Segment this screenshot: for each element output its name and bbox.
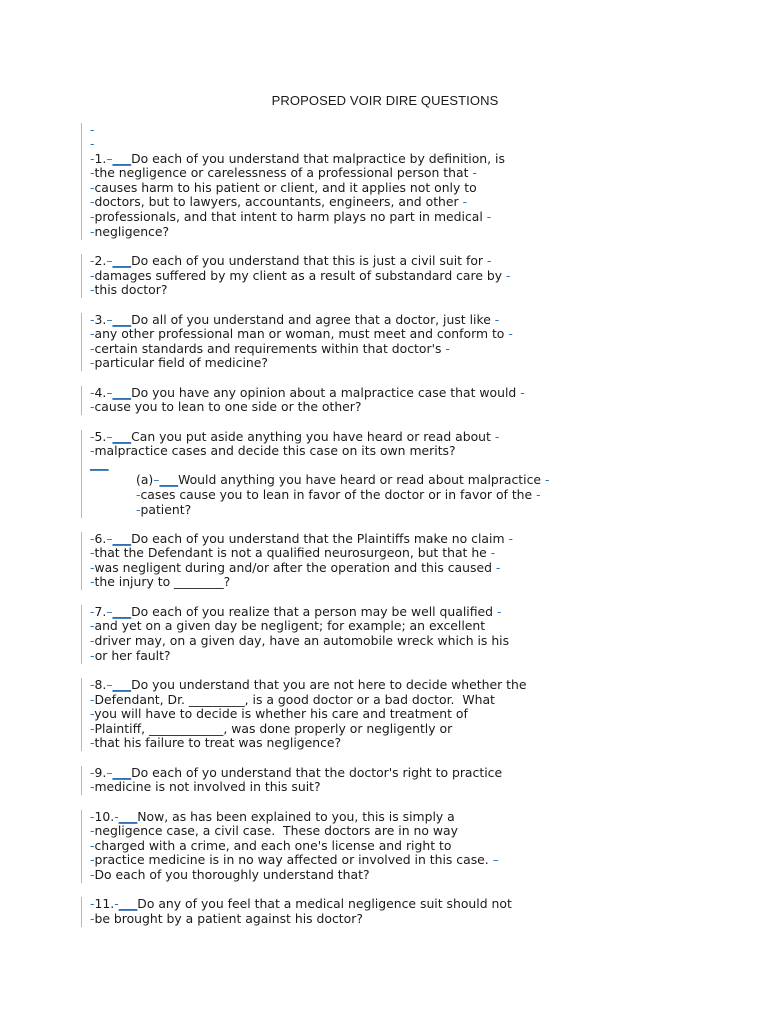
document-line: -negligence?	[90, 224, 170, 239]
document-line: -that the Defendant is not a qualified neurosurgeon, but that he -	[90, 545, 496, 560]
document-line: -10.-___Now, as has been explained to you, this is simply a	[90, 809, 455, 824]
document-line: -the negligence or carelessness of a professional person that -	[90, 165, 477, 180]
change-bar	[81, 430, 82, 518]
document-line: -malpractice cases and decide this case on its own merits?	[90, 443, 456, 458]
document-line: -patient?	[136, 502, 192, 517]
document-line: -11.-___Do any of you feel that a medical negligence suit should not	[90, 896, 512, 911]
document-line: -Defendant, Dr. _________, is a good doctor or a bad doctor. What	[90, 692, 495, 707]
document-line: -certain standards and requirements within that doctor's -	[90, 341, 450, 356]
change-bar	[81, 678, 82, 751]
document-line: -	[90, 136, 95, 151]
document-line: -charged with a crime, and each one's license and right to	[90, 838, 452, 853]
document-line: -	[90, 122, 95, 137]
document-line: -you will have to decide is whether his care and treatment of	[90, 706, 468, 721]
change-bar	[81, 254, 82, 298]
document-line: -or her fault?	[90, 648, 171, 663]
document-line: -medicine is not involved in this suit?	[90, 779, 321, 794]
document-line: -1.–___Do each of you understand that malpractice by definition, is	[90, 151, 505, 166]
document-line: -this doctor?	[90, 282, 168, 297]
document-line: -4.–___Do you have any opinion about a malpractice case that would -	[90, 385, 525, 400]
document-line: -practice medicine is in no way affected or involved in this case. –	[90, 852, 499, 867]
document-line: -negligence case, a civil case. These doctors are in no way	[90, 823, 458, 838]
document-line: -5.–___Can you put aside anything you have heard or read about -	[90, 429, 500, 444]
document-line: -3.–___Do all of you understand and agree that a doctor, just like -	[90, 312, 500, 327]
document-line: -professionals, and that intent to harm plays no part in medical -	[90, 209, 492, 224]
document-line: -2.–___Do each of you understand that this is just a civil suit for -	[90, 253, 492, 268]
document-line: -cause you to lean to one side or the other?	[90, 399, 362, 414]
change-bar	[81, 532, 82, 590]
change-bar	[81, 386, 82, 415]
document-line: -damages suffered by my client as a result of substandard care by -	[90, 268, 511, 283]
document-line: -doctors, but to lawyers, accountants, engineers, and other -	[90, 194, 468, 209]
change-bar	[81, 897, 82, 927]
document-line: (a)–___Would anything you have heard or read about malpractice -	[136, 472, 550, 487]
change-bar	[81, 810, 82, 883]
document-line: -causes harm to his patient or client, and it applies not only to	[90, 180, 477, 195]
document-line: -was negligent during and/or after the operation and this caused -	[90, 560, 501, 575]
change-bar	[81, 123, 82, 240]
document-line: -and yet on a given day be negligent; for example; an excellent	[90, 618, 486, 633]
document-line: -7.–___Do each of you realize that a person may be well qualified -	[90, 604, 502, 619]
document-line: -driver may, on a given day, have an automobile wreck which is his	[90, 633, 510, 648]
document-line: ___	[90, 456, 109, 471]
document-line: -be brought by a patient against his doctor?	[90, 911, 363, 926]
document-line: -Plaintiff, ____________, was done properly or negligently or	[90, 721, 453, 736]
change-bar	[81, 605, 82, 664]
document-line: -8.–___Do you understand that you are not here to decide whether the	[90, 677, 527, 692]
change-bar	[81, 766, 82, 795]
document-line: -cases cause you to lean in favor of the doctor or in favor of the -	[136, 487, 541, 502]
document-line: -the injury to ________?	[90, 574, 231, 589]
page-title: PROPOSED VOIR DIRE QUESTIONS	[271, 93, 499, 108]
document-line: -Do each of you thoroughly understand that?	[90, 867, 370, 882]
document-line: -6.–___Do each of you understand that the Plaintiffs make no claim -	[90, 531, 513, 546]
document-line: -9.–___Do each of yo understand that the doctor's right to practice	[90, 765, 503, 780]
document-line: -any other professional man or woman, must meet and conform to -	[90, 326, 513, 341]
document-line: -that his failure to treat was negligence?	[90, 735, 342, 750]
document-line: -particular field of medicine?	[90, 355, 268, 370]
change-bar	[81, 313, 82, 371]
